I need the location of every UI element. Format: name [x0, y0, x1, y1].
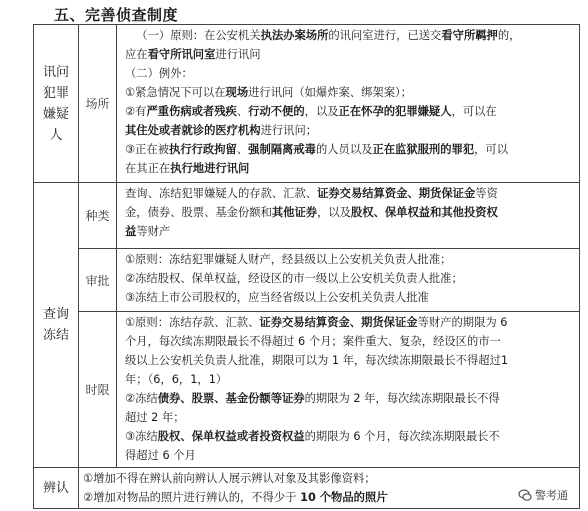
content-xunwen [117, 25, 580, 183]
content-line: 应在看守所讯问室进行讯问 [125, 48, 261, 61]
procedure-table [33, 24, 580, 509]
content-line: 超过 2 年； [125, 411, 185, 424]
category-label-bianren: 辨认 [34, 468, 79, 509]
table-row-xunwen [34, 25, 580, 183]
subcategory-label-shixian: 时限 [79, 312, 117, 468]
watermark [514, 486, 572, 504]
content-line: 个月，每次续冻期限最长不得超过 6 个月；案件重大、复杂，经设区的市一 [125, 335, 501, 348]
content-shenpi [117, 249, 580, 312]
subcategory-label-zhonglei: 种类 [79, 183, 117, 249]
page-title: 五、完善侦查制度 [54, 6, 179, 24]
table-row-bianren [34, 468, 580, 509]
content-line: ①原则：冻结犯罪嫌疑人财产，经县级以上公安机关负责人批准； [125, 253, 452, 266]
content-line: ①紧急情况下可以在现场进行讯问（如爆炸案、绑架案）； [125, 86, 412, 99]
subcategory-label-changsuo: 场所 [79, 25, 117, 183]
content-line: 其住处或者就诊的医疗机构进行讯问； [125, 124, 318, 137]
content-shixian [117, 312, 580, 468]
content-line: ②有严重伤病或者残疾、行动不便的，以及正在怀孕的犯罪嫌疑人，可以在 [125, 105, 497, 118]
chat-bubble-icon [518, 488, 532, 502]
content-line: ②冻结债券、股票、基金份额等证券的期限为 2 年，每次续冻期限最长不得 [125, 392, 500, 405]
watermark-text: 警考通 [535, 489, 568, 502]
table-row-shixian [34, 312, 580, 468]
content-line: 年；（6，6，1，1） [125, 373, 228, 386]
subcategory-label-shenpi: 审批 [79, 249, 117, 312]
content-line: 益等财产 [125, 225, 171, 238]
content-line: （二）例外： [125, 67, 193, 80]
content-line: ①增加不得在辨认前向辨认人展示辨认对象及其影像资料； [83, 472, 376, 485]
content-line: ②冻结股权、保单权益，经设区的市一级以上公安机关负责人批准； [125, 272, 463, 285]
table-row-shenpi [34, 249, 580, 312]
content-zhonglei [117, 183, 580, 249]
table-row-zhonglei [34, 183, 580, 249]
content-line: 查询、冻结犯罪嫌疑人的存款、汇款、证券交易结算资金、期货保证金等资 [125, 187, 498, 200]
content-line: 在其正在执行地进行讯问 [125, 162, 250, 175]
content-line: 金，债券、股票、基金份额和其他证券，以及股权、保单权益和其他投资权 [125, 206, 498, 219]
content-line: 级以上公安机关负责人批准，期限可以为 1 年，每次续冻期限最长不得超过1 [125, 354, 509, 367]
content-line: ③冻结股权、保单权益或者投资权益的期限为 6 个月，每次续冻期限最长不 [125, 430, 500, 443]
content-bianren [79, 468, 580, 509]
content-line: （一）原则：在公安机关执法办案场所的讯问室进行，已送交看守所羁押的， [136, 29, 521, 42]
content-line: ②增加对物品的照片进行辨认的，不得少于 10 个物品的照片 [83, 491, 388, 504]
content-line: ①原则：冻结存款、汇款、证券交易结算资金、期货保证金等财产的期限为 6 [125, 316, 508, 329]
category-label-dongjie: 查询 冻结 [34, 183, 79, 468]
content-line: ③正在被执行行政拘留、强制隔离戒毒的人员以及正在监狱服刑的罪犯，可以 [125, 143, 509, 156]
content-line: ③冻结上市公司股权的，应当经省级以上公安机关负责人批准 [125, 291, 429, 304]
category-label-xunwen: 讯问 犯罪 嫌疑 人 [34, 25, 79, 183]
content-line: 得超过 6 个月 [125, 449, 196, 462]
